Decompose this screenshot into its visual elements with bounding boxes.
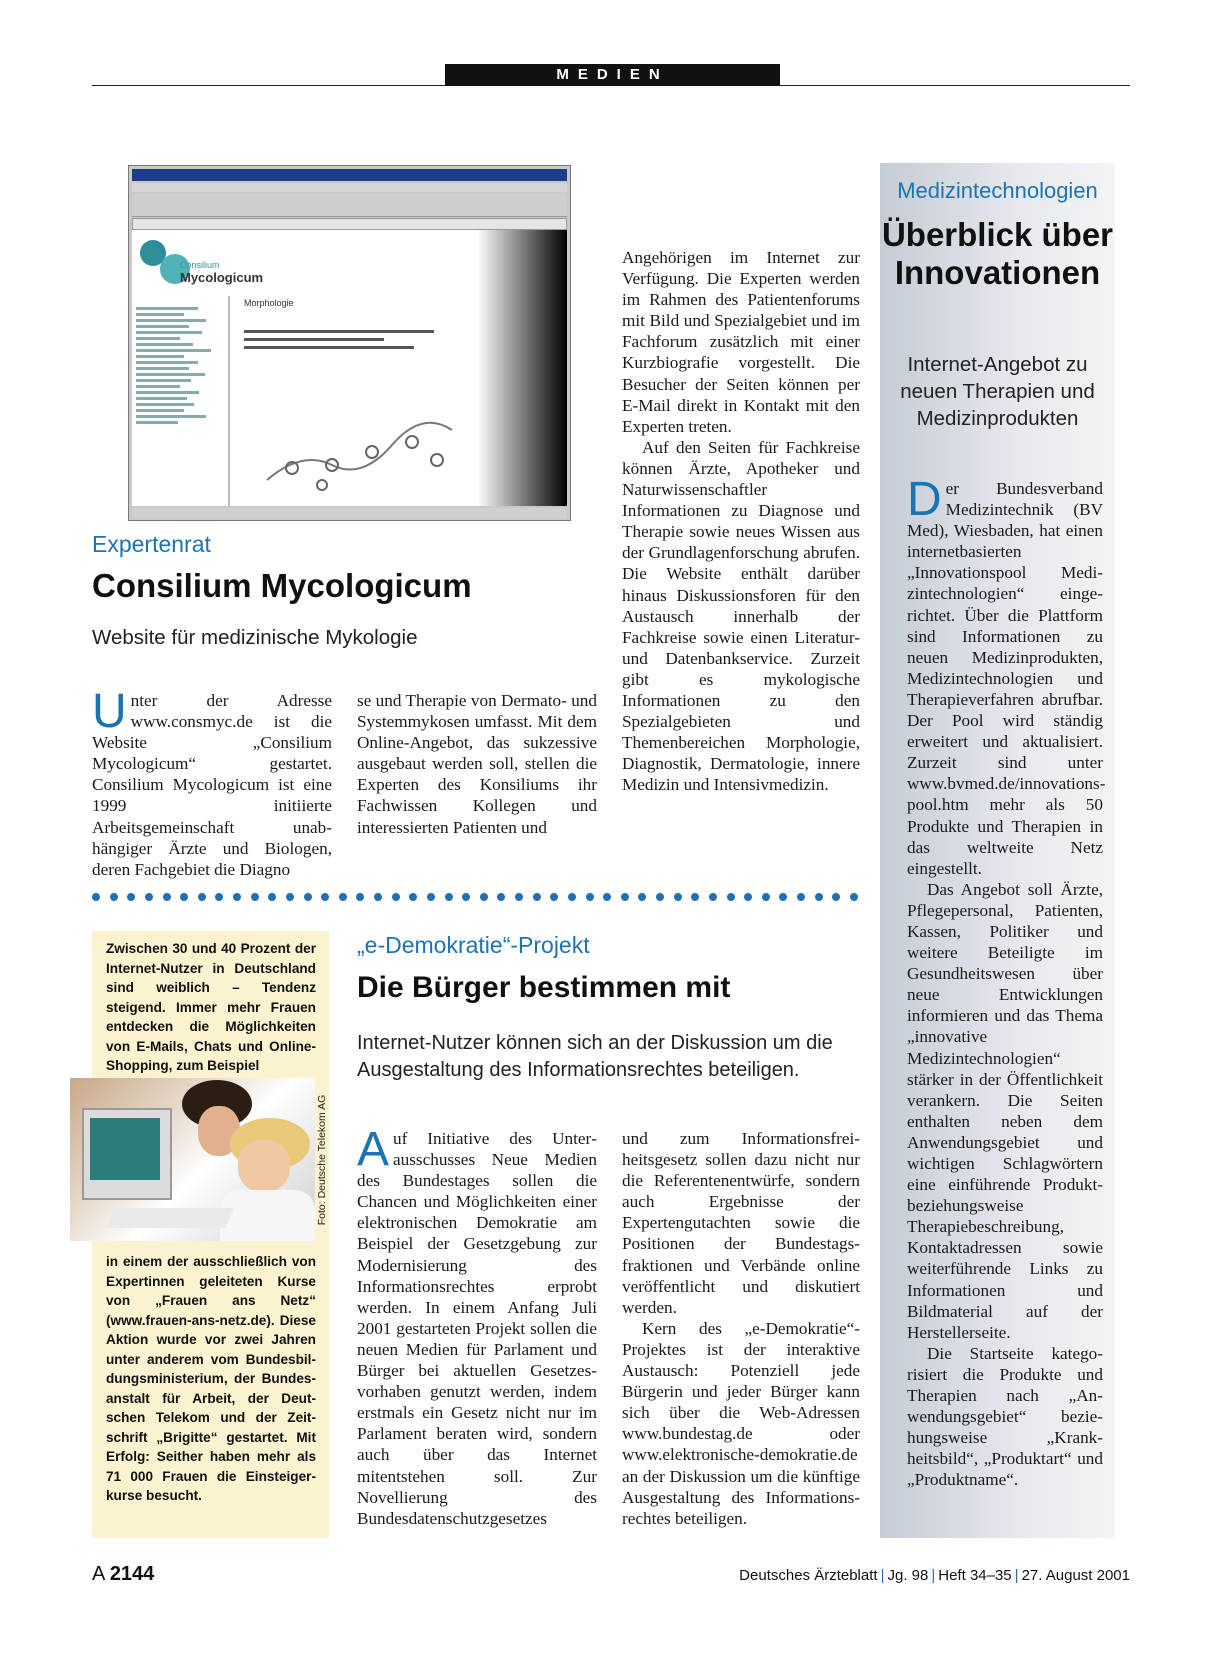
- website-screenshot-figure: [128, 165, 571, 521]
- separator-dot: [462, 893, 470, 901]
- separator-dot: [656, 893, 664, 901]
- separator-dot: [727, 893, 735, 901]
- separator-dot: [779, 893, 787, 901]
- separator-dot: [638, 893, 646, 901]
- separator-dot: [515, 893, 523, 901]
- screen-shape: [90, 1118, 160, 1180]
- separator-dot: [286, 893, 294, 901]
- article1-column-3: [622, 247, 860, 795]
- separator-dot: [163, 893, 171, 901]
- separator-dot: [621, 893, 629, 901]
- separator-dot: [533, 893, 541, 901]
- journal-footer: [700, 1567, 1130, 1584]
- separator-dot: [797, 893, 805, 901]
- separator-dot: [445, 893, 453, 901]
- screenshot-nav: [136, 304, 224, 494]
- article1-kicker: Expertenrat: [92, 531, 211, 557]
- screenshot-page-heading: Morphologie: [244, 298, 294, 308]
- browser-statusbar: [132, 508, 567, 518]
- sidebar-paragraph: Das Angebot soll Ärzte, Pflegepersonal, Patienten, Kassen, Politiker und weitere Beteiligte im Gesundheitswesen über neue Entwicklungen informieren und das Thema „innovative Medizintechnologien“ stärker in der Öffentlichkeit verankern. Die Seiten enthalten neben dem Anwendungsgebiet und wichtigen Schlagwörtern eine einführende Produkt- beziehungsweise Therapiebeschreibung, Kontaktadressen sowie weiterführende Links zu Informationen und Bildmaterial auf der Herstellerseite.: [907, 879, 1103, 1342]
- separator-dot: [356, 893, 364, 901]
- screenshot-logo: [180, 260, 263, 285]
- screenshot-text-lines: [244, 325, 444, 354]
- article2-headline: Die Bürger bestimmen mit: [357, 971, 731, 1004]
- separator-dot: [145, 893, 153, 901]
- separator-dot: [233, 893, 241, 901]
- screenshot-logo-top: Consilium: [180, 260, 220, 270]
- screenshot-gradient: [477, 230, 567, 506]
- photo-credit-text: Foto: Deutsche Telekom AG: [316, 1094, 328, 1225]
- journal-issue: Heft 34–35: [938, 1567, 1012, 1584]
- separator-dot: [568, 893, 576, 901]
- separator-dot: [127, 893, 135, 901]
- article2-col1-text: uf Initiative des Unterausschusses Neue Medien des Bundestages sollen die Chancen und Möglichkeiten einer elektronischen Demokratie am Beispiel der Gesetzgebung zur Modernisierung des Informationsrechtes erprobt werden. In einem Anfang Juli 2001 gestarteten Projekt sollen die neuen Medien für Parlament und Bürger bei aktuellen Gesetzesvorhaben genutzt werden, indem erstmals ein Gesetz nicht nur im Parlament beraten wird, sondern auch über das Internet mitentstehen soll. Zur Novellierung des Bundesdatenschutzgesetzes: [357, 1129, 597, 1528]
- person-shirt: [220, 1190, 315, 1241]
- browser-menubar: [132, 183, 567, 192]
- article1-subhead: Website für medizinische Mykologie: [92, 626, 418, 649]
- separator-dot: [392, 893, 400, 901]
- notice-text-top: Zwischen 30 und 40 Prozent der Internet-Nutzer in Deutschland sind weiblich – Tendenz steigend. Immer mehr Frauen entdecken die Möglichkeiten von E-Mails, Chats und Online-Shopping, zum Beispiel: [106, 941, 316, 1073]
- footer-divider: |: [931, 1567, 936, 1584]
- sidebar-subhead: Internet-Angebot zu neuen Therapien und Medizinprodukten: [900, 353, 1095, 430]
- separator-dot: [850, 893, 858, 901]
- page-number-value: 2144: [109, 1563, 155, 1585]
- separator-dot: [550, 893, 558, 901]
- separator-dot: [268, 893, 276, 901]
- article2-column-1: [357, 1123, 597, 1529]
- dotted-separator: [92, 893, 858, 902]
- article2-col2-paragraph: Kern des „e-Demokratie“-Projektes ist der interaktive Austausch: Potenziell jede Bürgerin und jeder Bürger kann sich über die Web-Adressen www.bundestag.de oder www.elektronische-demokratie.de an der Diskussion um die künftige Ausgestaltung des Informationsrechtes beteiligen.: [622, 1318, 860, 1528]
- browser-titlebar: [132, 169, 567, 181]
- separator-dot: [374, 893, 382, 901]
- journal-name: Deutsches Ärzteblatt: [739, 1567, 878, 1584]
- browser-content: [132, 230, 567, 506]
- sidebar-column: [907, 473, 1106, 1491]
- separator-dot: [180, 893, 188, 901]
- footer-divider: |: [1014, 1567, 1019, 1584]
- mycology-drawing: [262, 410, 462, 500]
- separator-dot: [674, 893, 682, 901]
- separator-dot: [832, 893, 840, 901]
- article2-column-2: [622, 1128, 860, 1529]
- article1-col2-text: se und Therapie von Dermato- und Systemmykosen umfasst. Mit dem Online-Angebot, das sukzessive ausgebaut werden soll, stellen die Experten des Konsiliums ihr Fachwissen Kollegen und interessierten Patienten und: [357, 691, 597, 837]
- separator-dot: [480, 893, 488, 901]
- article2-col2-paragraph: und zum Informationsfreiheitsgesetz sollen dazu nicht nur die Referentenentwürfe, sondern auch Ergebnisse der Expertengutachten sowie die Positionen der Bundestagsfraktionen und Verbände online veröffentlicht und diskutiert werden.: [622, 1129, 860, 1317]
- separator-dot: [92, 893, 100, 901]
- person-face: [238, 1140, 290, 1192]
- separator-dot: [744, 893, 752, 901]
- article1-column-1: [92, 685, 332, 880]
- women-computer-photo: [70, 1078, 315, 1241]
- dropcap: A: [357, 1123, 390, 1176]
- screenshot-divider: [228, 296, 230, 506]
- photo-credit: [313, 1078, 331, 1241]
- separator-dot: [304, 893, 312, 901]
- separator-dot: [198, 893, 206, 901]
- separator-dot: [427, 893, 435, 901]
- separator-dot: [762, 893, 770, 901]
- journal-date: 27. August 2001: [1021, 1567, 1130, 1584]
- separator-dot: [321, 893, 329, 901]
- separator-dot: [815, 893, 823, 901]
- journal-volume: Jg. 98: [887, 1567, 929, 1584]
- separator-dot: [215, 893, 223, 901]
- sidebar-paragraph: Die Startseite kategorisiert die Produkte und Therapien nach „Anwendungsgebiet“ beziehungsweise „Krankheitsbild“, „Produktart“ und „Produktname“.: [907, 1343, 1103, 1490]
- browser-address-bar: [132, 218, 567, 230]
- keyboard-shape: [106, 1208, 233, 1228]
- separator-dot: [251, 893, 259, 901]
- separator-dot: [709, 893, 717, 901]
- separator-dot: [339, 893, 347, 901]
- separator-dot: [691, 893, 699, 901]
- page-prefix: A: [92, 1563, 105, 1585]
- article1-col1-text: nter der Adresse www.consmyc.de ist die Website „Consilium Mycologicum“ gestartet. Consilium Mycologicum ist eine 1999 initiierte Arbeitsgemeinschaft unabhängiger Ärzte und Biologen, deren Fachgebiet die Diagno: [92, 691, 332, 879]
- dropcap: U: [92, 685, 127, 738]
- dropcap: D: [907, 473, 942, 526]
- sidebar-paragraph: er Bundesverband Medizintechnik (BV Med), Wiesbaden, hat einen internetbasierten „Innovationspool Medizintechnologien“ eingerichtet. Über die Plattform sind Informationen zu neuen Medizinprodukten, Medizintechnologien und Therapieverfahren abrufbar. Der Pool wird ständig erweitert und aktualisiert. Zurzeit sind unter www.bvmed.de/innovationspool.htm mehr als 50 Produkte und Therapien in das weltweite Netz eingestellt.: [907, 479, 1106, 878]
- article2-kicker: „e-Demokratie“-Projekt: [357, 932, 590, 958]
- separator-dot: [110, 893, 118, 901]
- separator-dot: [409, 893, 417, 901]
- footer-divider: |: [880, 1567, 885, 1584]
- article1-col3-paragraph: Angehörigen im Internet zur Verfügung. Die Experten werden im Rahmen des Patientenforums mit Bild und Spezialgebiet und im Fachforum zusätzlich mit einer Kurzbiografie vorgestellt. Die Besucher der Seiten können per E-Mail direkt in Kontakt mit den Experten treten.: [622, 248, 860, 436]
- section-label: MEDIEN: [445, 64, 780, 86]
- sidebar-headline: Überblick über Innovationen: [881, 216, 1114, 291]
- separator-dot: [603, 893, 611, 901]
- article1-column-2: [357, 690, 597, 838]
- page-number: [92, 1563, 154, 1586]
- article1-headline: Consilium Mycologicum: [92, 567, 472, 604]
- article2-subhead: Internet-Nutzer können sich an der Diskussion um die Ausgestaltung des Informationsrechtes beteiligen.: [357, 1032, 833, 1081]
- browser-toolbar: [132, 194, 567, 217]
- separator-dot: [497, 893, 505, 901]
- separator-dot: [586, 893, 594, 901]
- sidebar-kicker: Medizintechnologien: [897, 178, 1098, 203]
- article1-col3-paragraph: Auf den Seiten für Fachkreise können Ärzte, Apotheker und Naturwissenschaftler Informationen zu Diagnose und Therapie sowie neues Wissen aus der Grundlagenforschung abrufen. Die Website enthält darüber hinaus Diskussionsforen für den Austausch innerhalb der Fachkreise sowie einen Literatur- und Datenbankservice. Zurzeit gibt es mykologische Informationen zu den Spezialgebieten und Themenbereichen Morphologie, Diagnostik, Dermatologie, innere Medizin und Intensivmedizin.: [622, 437, 860, 795]
- screenshot-logo-name: Mycologicum: [180, 270, 264, 285]
- notice-text-bottom: in einem der ausschließlich von Expertinnen geleiteten Kurse von „Frauen ans Netz“ (www.frauen-ans-netz.de). Diese Aktion wurde vor zwei Jahren unter anderem vom Bundesbildungsministerium, der Bundesanstalt für Arbeit, der Deutschen Telekom und der Zeitschrift „Brigitte“ gestartet. Mit Erfolg: Seither haben mehr als 71 000 Frauen die Einsteigerkurse besucht.: [106, 1254, 316, 1503]
